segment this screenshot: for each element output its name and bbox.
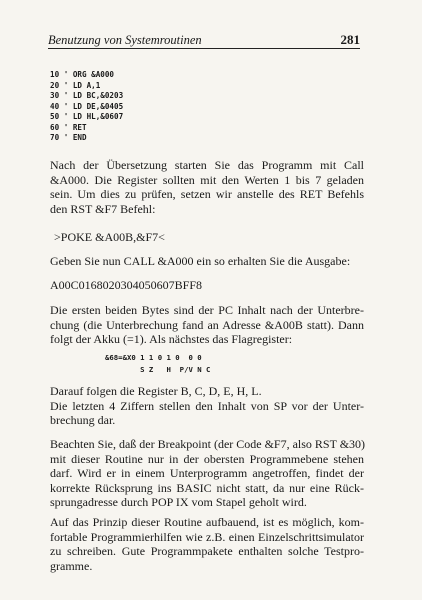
text-line: Die letzten 4 Ziffern stellen den Inhalt von SP vor der Unter- [50,398,364,413]
text-line: den RST &F7 Befehl: [50,201,156,216]
text-line: fortable Programmierhilfen wie z.B. einen Einzelschrittsimulator [50,529,364,544]
text-line: chung (die Unterbrechung fand an Adresse &A00B statt). Dann [50,317,364,332]
code-line: 50 ' LD HL,&0607 [50,112,124,121]
text-line: Nach der Übersetzung starten Sie das Programm mit Call [50,158,364,172]
code-line: 60 ' RET [50,122,87,132]
chapter-title: Benutzung von Systemroutinen [48,33,202,47]
text-line: Auf das Prinzip dieser Routine aufbauend, ist es möglich, kom- [50,515,364,529]
text-line: darf. Wird er in einem Unterprogramm angetroffen, findet der [50,466,364,481]
code-listing [50,70,123,144]
poke-command: >POKE &A00B,&F7< [54,230,165,244]
paragraph-5 [50,437,364,510]
code-line: 20 ' LD A,1 [50,80,101,90]
text-line: Die ersten beiden Bytes sind der PC Inhalt nach der Unterbre- [50,303,364,317]
code-line: 10 ' ORG &A000 [50,70,115,79]
flag-bits: &68=&X0 1 1 0 1 0 0 0 [105,353,202,362]
flag-register-diagram [105,352,210,375]
code-line: 40 ' LD DE,&0405 [50,101,124,111]
text-line: korrekte Rücksprung ins BASIC nicht statt, da nur eine Rück- [50,480,364,495]
paragraph-3 [50,303,364,347]
paragraph-4 [50,384,364,428]
text-line: Darauf folgen die Register B, C, D, E, H, L. [50,384,262,398]
text-line: sein. Um dies zu prüfen, setzen wir anstelle des RET Befehls [50,187,364,202]
paragraph-1 [50,158,364,216]
text-line: Beachten Sie, daß der Breakpoint (der Code &F7, also RST &30) [50,437,366,451]
code-line: 30 ' LD BC,&0203 [50,91,124,100]
running-header [48,32,360,49]
text-line: mit dieser Routine nur in der obersten Programmebene stehen [50,451,364,466]
text-line: &A000. Die Register sollten mit den Werten 1 bis 7 geladen [50,172,364,187]
code-line: 70 ' END [50,133,87,142]
text-line: folgt der Akku (=1). Als nächstes das Flagregister: [50,332,293,347]
text-line: zu schreiben. Gute Programmpakete enthalten solche Testpro- [50,544,364,559]
flag-names: S Z H P/V N C [105,364,211,374]
paragraph-2: Geben Sie nun CALL &A000 ein so erhalten Sie die Ausgabe: [50,254,351,268]
text-line: gramme. [50,558,93,573]
output-line: A00C0168020304050607BFF8 [50,278,203,292]
text-line: brechung dar. [50,413,116,428]
page-number: 281 [340,32,360,47]
paragraph-6 [50,515,364,573]
text-line: sprungadresse durch POP IX vom Stapel geholt wird. [50,495,307,510]
